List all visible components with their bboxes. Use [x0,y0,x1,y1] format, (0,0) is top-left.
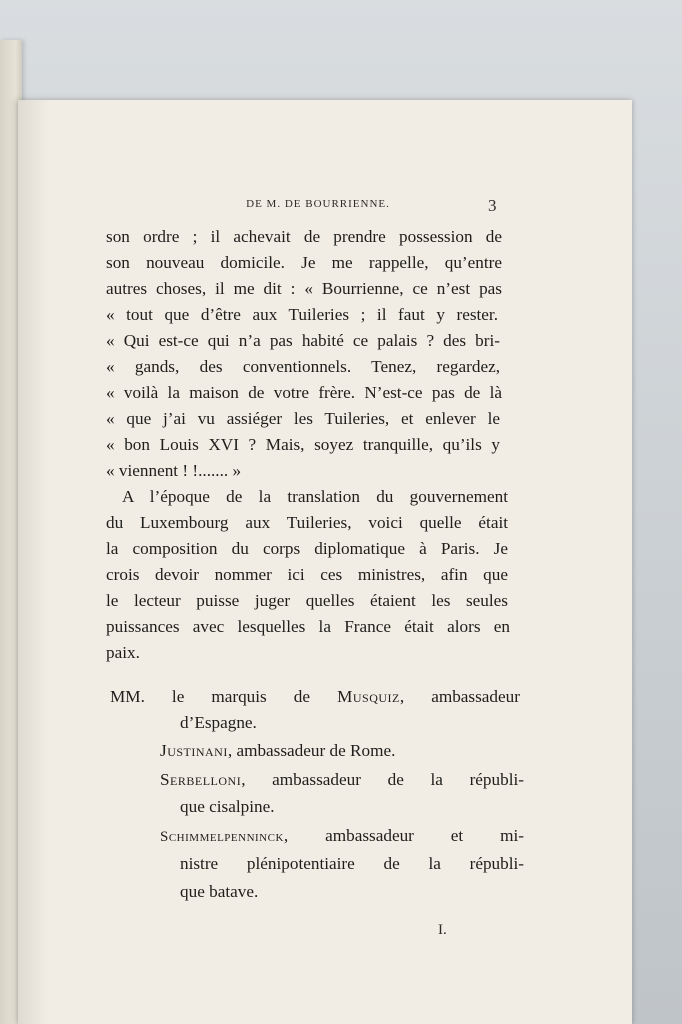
text-line: « que j’ai vu assiéger les Tuileries, et enlever le [106,410,500,428]
list-suffix: , ambassadeur de la républi- [241,771,524,789]
text-line: « viennent ! !....... » [106,461,242,480]
list-suffix: , ambassadeur et mi- [283,827,524,845]
page-number: 3 [488,196,497,215]
text-line: crois devoir nommer ici ces ministres, afin que [106,566,508,584]
list-item-cont: que cisalpine. [180,797,275,816]
text-line: son ordre ; il achevait de prendre possession de [106,228,502,246]
text-line: A l’époque de la translation du gouvernement [122,488,508,506]
text-line: du Luxembourg aux Tuileries, voici quelle était [106,514,508,532]
list-prefix: MM. le marquis de [110,688,338,706]
text-line: la composition du corps diplomatique à Paris. Je [106,540,508,558]
text-line: paix. [106,643,140,662]
text-line: « bon Louis XVI ? Mais, soyez tranquille, qu’ils y [106,436,500,454]
text-line: « gands, des conventionnels. Tenez, regardez, [106,358,500,376]
text-line: « tout que d’être aux Tuileries ; il faut y rester. [106,306,498,324]
list-item [160,771,524,793]
list-item [160,742,395,759]
text-line: puissances avec lesquelles la France était alors en [106,618,510,636]
running-head: DE M. DE BOURRIENNE. [246,198,390,210]
book-page [18,100,632,1024]
diplomat-name: Serbelloni [160,771,242,789]
diplomat-name: Schimmelpenninck [160,829,284,845]
list-item-cont: nistre plénipotentiaire de la républi- [180,855,524,873]
diplomat-name: Musquiz [337,688,400,706]
list-item-cont: d’Espagne. [180,713,257,732]
signature-mark: I. [438,922,447,938]
text-line: son nouveau domicile. Je me rappelle, qu’entre [106,254,502,272]
text-line: « voilà la maison de votre frère. N’est-ce pas de là [106,384,502,402]
text-line: le lecteur puisse juger quelles étaient les seules [106,592,508,610]
list-suffix: , ambassadeur [399,688,520,706]
list-item [110,688,520,710]
list-item-cont: que batave. [180,882,259,901]
list-suffix: , ambassadeur de Rome. [227,741,396,760]
text-line: « Qui est-ce qui n’a pas habité ce palais ? des bri- [106,332,500,350]
list-item [160,827,524,849]
diplomat-name: Justinani [160,741,228,760]
text-line: autres choses, il me dit : « Bourrienne, ce n’est pas [106,280,502,298]
page-content [18,100,632,1024]
